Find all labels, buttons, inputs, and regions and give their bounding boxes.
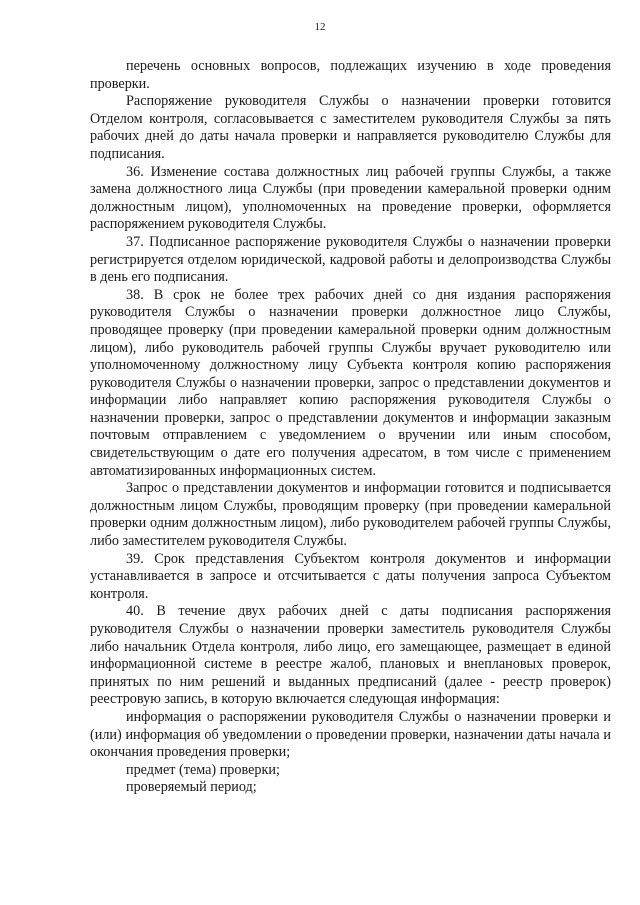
paragraph-inspection-questions: перечень основных вопросов, подлежащих изучению в ходе проведения проверки. bbox=[90, 58, 611, 92]
paragraph-36-staff-change: 36. Изменение состава должностных лиц рабочей группы Службы, а также замена должностного лица Службы (при проведении камеральной проверки одним должностным лицом), уполномоченных на проведение проверки, оформляется распоряжением руководителя Службы. bbox=[90, 163, 611, 233]
paragraph-order-information: информация о распоряжении руководителя Службы о назначении проверки и (или) информация об уведомлении о проведении проверки, назначении даты начала и окончания проведения проверки; bbox=[90, 708, 611, 761]
paragraph-38-order-delivery: 38. В срок не более трех рабочих дней со дня издания распоряжения руководителя Службы о назначении проверки должностное лицо Службы, проводящее проверку (при проведении камеральной проверки одним должностным лицом), либо руководитель рабочей группы Службы вручает руководителю или уполномоченному должностному лицу Субъекта контроля копию распоряжения руководителя Службы о назначении проверки, запрос о представлении документов и информации либо направляет копию распоряжения руководителя Службы о назначении проверки, запрос о представлении документов и информации заказным почтовым отправлением с уведомлением о вручении или иным способом, свидетельствующим о дате его получения адресатом, в том числе с применением автоматизированных информационных систем. bbox=[90, 286, 611, 479]
paragraph-order-preparation: Распоряжение руководителя Службы о назначении проверки готовится Отделом контроля, согласовывается с заместителем руководителя Службы за пять рабочих дней до даты начала проверки и направляется руководителю Службы для подписания. bbox=[90, 93, 611, 162]
paragraph-request-preparation: Запрос о представлении документов и информации готовится и подписывается должностным лицом Службы, проводящим проверку (при проведении камеральной проверки одним должностным лицом), либо руководителем рабочей группы Службы, либо заместителем руководителя Службы. bbox=[90, 480, 611, 550]
page-number: 12 bbox=[314, 21, 326, 33]
paragraph-39-submission-deadline: 39. Срок представления Субъектом контроля документов и информации устанавливается в запросе и отсчитывается с даты получения запроса Субъектом контроля. bbox=[90, 550, 611, 602]
paragraph-inspection-subject: предмет (тема) проверки; bbox=[126, 761, 280, 778]
paragraph-40-registry-entry: 40. В течение двух рабочих дней с даты подписания распоряжения руководителя Службы о назначении проверки заместитель руководителя Службы либо начальник Отдела контроля, либо лицо, его замещающее, размещает в единой информационной системе в реестре жалоб, плановых и внеплановых проверок, принятых по ним решений и выданных предписаний (далее - реестр проверок) реестровую запись, в которую включается следующая информация: bbox=[90, 603, 611, 708]
document-body bbox=[90, 58, 611, 797]
paragraph-37-order-registration: 37. Подписанное распоряжение руководителя Службы о назначении проверки регистрируется отделом юридической, кадровой работы и делопроизводства Службы в день его подписания. bbox=[90, 233, 611, 286]
paragraph-inspected-period: проверяемый период; bbox=[126, 779, 257, 796]
